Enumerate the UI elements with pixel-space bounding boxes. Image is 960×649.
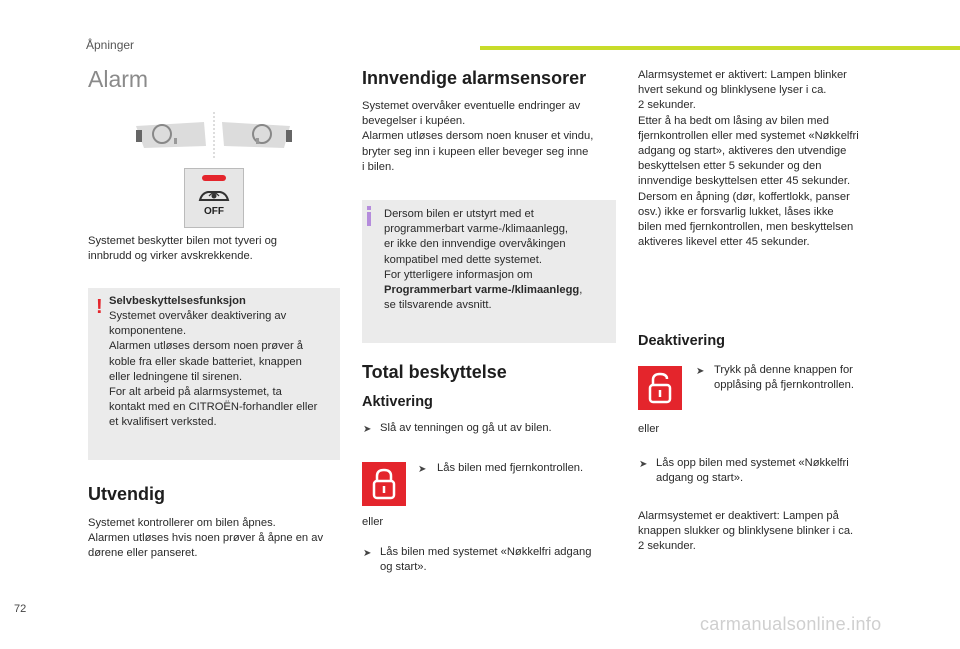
- outside-heading: Utvendig: [88, 484, 166, 504]
- info-text: Dersom bilen er utstyrt med et programmerbart varme-/klimaanlegg, er ikke den innvendige overvåkingen kompatibel med dette systemet. For ytterligere informasjon om Programmerbart varme-/klimaanlegg, se tilsvarende avsnitt.: [384, 208, 583, 312]
- activation-step-1: Slå av tenningen og gå ut av bilen.: [380, 422, 552, 434]
- activation-step-3: Lås bilen med systemet «Nøkkelfri adgang og start».: [380, 546, 592, 574]
- alarm-off-button: [184, 168, 244, 228]
- section-title: Åpninger: [86, 38, 135, 52]
- interior-sensors-text: Systemet overvåker eventuelle endringer av bevegelser i kupéen. Alarmen utløses dersom noen knuser et vindu, bryter seg inn i kupeen eller beveger seg inne i bilen.: [362, 100, 594, 173]
- total-protection-heading: Total beskyttelse: [362, 362, 507, 382]
- alarm-indicator-lamp: [202, 175, 226, 181]
- unlock-button-icon: [638, 366, 682, 410]
- page-number: 72: [14, 603, 27, 615]
- activation-status-text: Alarmsystemet er aktivert: Lampen blinker hvert sekund og blinklysene lyser i ca. 2 sekunder. Etter å ha bedt om låsing av bilen med fjernkontrollen eller med systemet «Nøkkelfri adgang og start», aktiveres den utvendige beskyttelsen etter 5 sekunder og den innvendige beskyttelsen etter 45 sekunder. Dersom en åpning (dør, koffertlokk, panser osv.) ikke er forsvarlig lukket, låses ikke bilen med fjernkontrollen, men beskyttelsen aktiveres likevel etter 45 sekunder.: [638, 69, 859, 249]
- info-box: [362, 200, 616, 343]
- bullet-icon: ➤: [418, 464, 427, 475]
- bullet-icon: ➤: [363, 548, 372, 559]
- page-title: Alarm: [88, 66, 149, 92]
- section-accent-bar: [480, 46, 960, 50]
- deactivation-status-text: Alarmsystemet er deaktivert: Lampen på knappen slukker og blinklysene blinker i ca. 2 sekunder.: [638, 510, 854, 553]
- outside-text: Systemet kontrollerer om bilen åpnes. Alarmen utløses hvis noen prøver å åpne en av dørene eller panseret.: [88, 517, 324, 560]
- watermark: carmanualsonline.info: [700, 614, 882, 634]
- off-label: OFF: [204, 206, 224, 217]
- warning-text: Systemet overvåker deaktivering av komponentene. Alarmen utløses dersom noen prøver å koble fra eller skade batteriet, knappen eller ledningene til sirenen. For alt arbeid på alarmsystemet, ta kontakt med en CITROËN-forhandler eller et kvalifisert verksted.: [109, 310, 318, 429]
- car-interior-illustration: [134, 112, 294, 160]
- activation-heading: Aktivering: [362, 394, 433, 410]
- info-icon: [367, 212, 371, 226]
- activation-step-2: Lås bilen med fjernkontrollen.: [437, 462, 584, 474]
- deactivation-heading: Deaktivering: [638, 333, 726, 349]
- bullet-icon: ➤: [639, 459, 648, 470]
- interior-sensors-heading: Innvendige alarmsensorer: [362, 68, 587, 88]
- intro-text: Systemet beskytter bilen mot tyveri og innbrudd og virker avskrekkende.: [88, 235, 278, 263]
- bullet-icon: ➤: [696, 366, 705, 377]
- warning-title: Selvbeskyttelsesfunksjon: [109, 295, 246, 307]
- warning-icon: !: [96, 296, 103, 318]
- lock-button-icon: [362, 462, 406, 506]
- deactivation-step-2: Lås opp bilen med systemet «Nøkkelfri adgang og start».: [656, 457, 849, 485]
- or-text: eller: [362, 516, 384, 528]
- bullet-icon: ➤: [363, 424, 372, 435]
- or-text: eller: [638, 423, 660, 435]
- warning-box: [88, 288, 340, 460]
- car-alarm-icon: [197, 187, 231, 205]
- info-icon-dot: [367, 206, 371, 210]
- deactivation-step-1: Trykk på denne knappen for opplåsing på fjernkontrollen.: [714, 364, 854, 392]
